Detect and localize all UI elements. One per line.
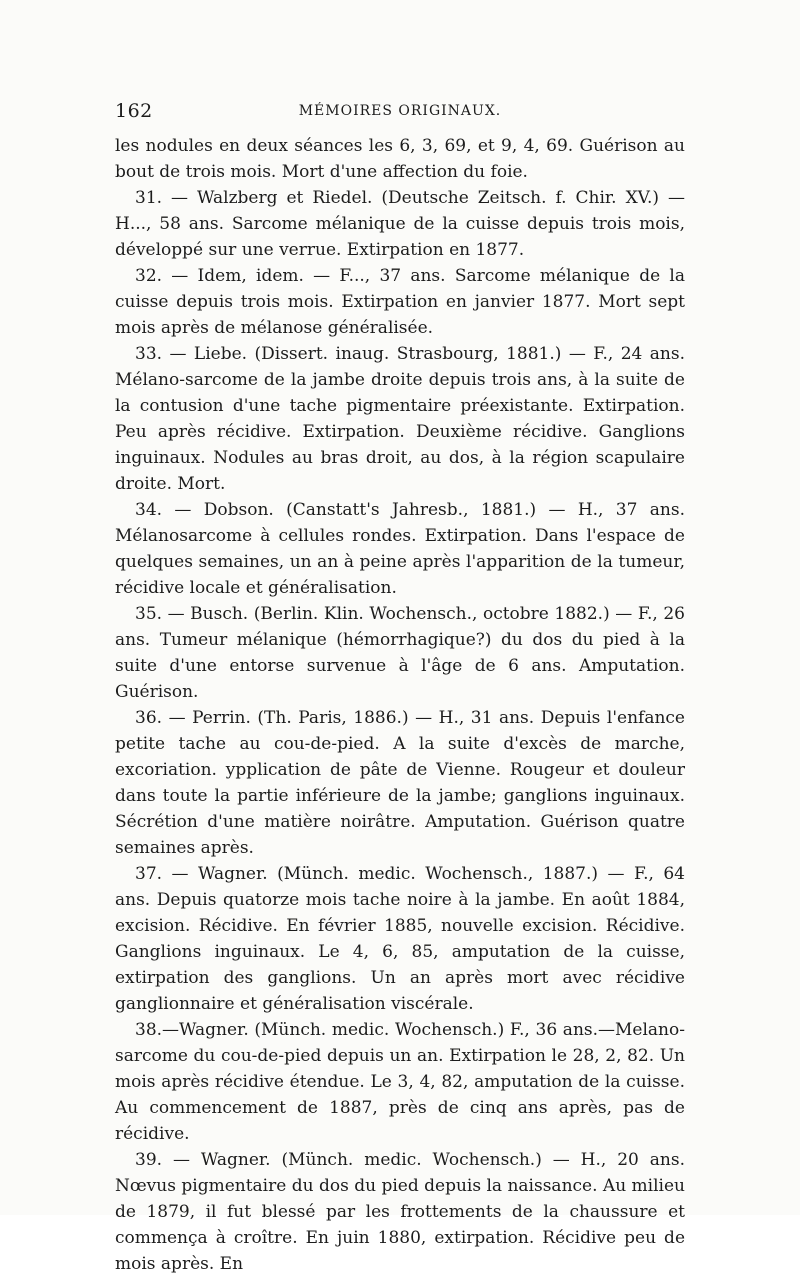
case-37: 37. — Wagner. (Münch. medic. Wochensch., 1887.) — F., 64 ans. Depuis quatorze mois tache noire à la jambe. En août 1884, excision. Récidive. En février 1885, nouvelle excision. Récidive. Ganglions inguinaux. Le 4, 6, 85, amputation de la cuisse, extirpation des ganglions. Un an après mort avec récidive ganglionnaire et généralisation viscérale. bbox=[115, 864, 685, 1014]
case-38: 38.—Wagner. (Münch. medic. Wochensch.) F., 36 ans.—Melano-sarcome du cou-de-pied depuis un an. Extirpation le 28, 2, 82. Un mois après récidive étendue. Le 3, 4, 82, amputation de la cuisse. Au commencement de 1887, près de cinq ans après, pas de récidive. bbox=[115, 1020, 685, 1144]
page-header bbox=[115, 100, 685, 128]
case-36: 36. — Perrin. (Th. Paris, 1886.) — H., 31 ans. Depuis l'enfance petite tache au cou-de-pied. A la suite d'excès de marche, excoriation. ypplication de pâte de Vienne. Rougeur et douleur dans toute la partie inférieure de la jambe; ganglions inguinaux. Sécrétion d'une matière noirâtre. Amputation. Guérison quatre semaines après. bbox=[115, 708, 685, 858]
running-head: MÉMOIRES ORIGINAUX. bbox=[298, 103, 502, 119]
case-32: 32. — Idem, idem. — F..., 37 ans. Sarcome mélanique de la cuisse depuis trois mois. Extirpation en janvier 1877. Mort sept mois après de mélanose généralisée. bbox=[115, 266, 685, 338]
page-body bbox=[115, 133, 685, 1277]
case-35: 35. — Busch. (Berlin. Klin. Wochensch., octobre 1882.) — F., 26 ans. Tumeur mélanique (hémorrhagique?) du dos du pied à la suite d'une entorse survenue à l'âge de 6 ans. Amputation. Guérison. bbox=[115, 604, 685, 702]
paragraph-continuation: les nodules en deux séances les 6, 3, 69, et 9, 4, 69. Guérison au bout de trois mois. Mort d'une affection du foie. bbox=[115, 136, 685, 182]
case-34: 34. — Dobson. (Canstatt's Jahresb., 1881.) — H., 37 ans. Mélanosarcome à cellules rondes. Extirpation. Dans l'espace de quelques semaines, un an à peine après l'apparition de la tumeur, récidive locale et généralisation. bbox=[115, 500, 685, 598]
case-33: 33. — Liebe. (Dissert. inaug. Strasbourg, 1881.) — F., 24 ans. Mélano-sarcome de la jambe droite depuis trois ans, à la suite de la contusion d'une tache pigmentaire préexistante. Extirpation. Peu après récidive. Extirpation. Deuxième récidive. Ganglions inguinaux. Nodules au bras droit, au dos, à la région scapulaire droite. Mort. bbox=[115, 344, 685, 494]
case-39: 39. — Wagner. (Münch. medic. Wochensch.) — H., 20 ans. Nœvus pigmentaire du dos du pied depuis la naissance. Au milieu de 1879, il fut blessé par les frottements de la chaussure et commença à croître. En juin 1880, extirpation. Récidive peu de mois après. En bbox=[115, 1150, 685, 1274]
page-number: 162 bbox=[115, 100, 153, 122]
case-31: 31. — Walzberg et Riedel. (Deutsche Zeitsch. f. Chir. XV.) — H..., 58 ans. Sarcome mélanique de la cuisse depuis trois mois, développé sur une verrue. Extirpation en 1877. bbox=[115, 188, 685, 260]
